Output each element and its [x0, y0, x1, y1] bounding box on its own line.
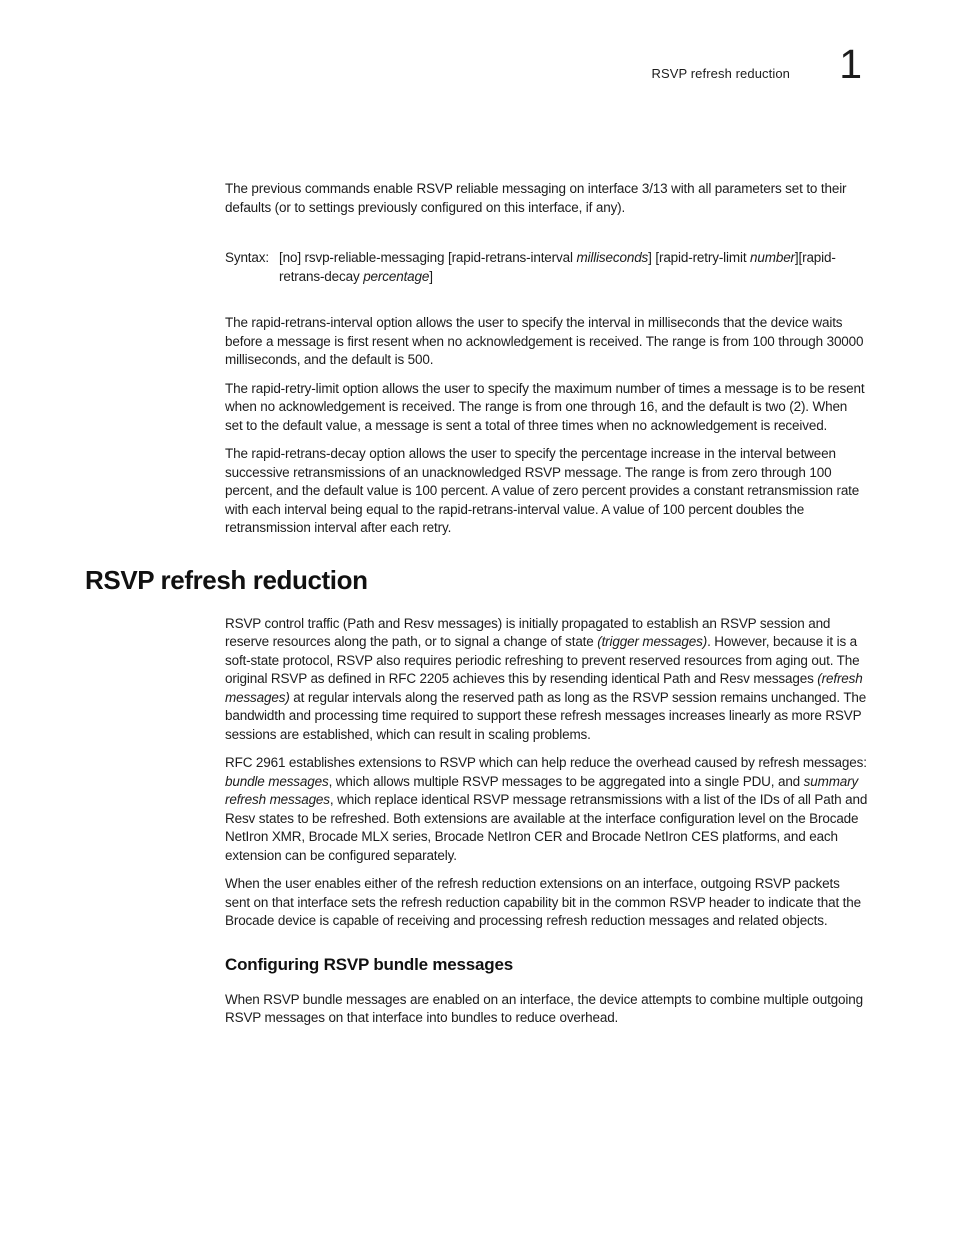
syntax-command: [no] rsvp-reliable-messaging [rapid-retrans-interval milliseconds] [rapid-retry-limit number][rapid-retrans-decay percentage] — [279, 250, 836, 284]
chapter-number: 1 — [839, 41, 862, 87]
subsection-heading: Configuring RSVP bundle messages — [225, 954, 514, 974]
rapid-retry-limit-paragraph: The rapid-retry-limit option allows the user to specify the maximum number of times a message is to be resent when no acknowledgement is received. The range is from one through 16, and the default is two (2). When set to the default value, a message is sent a total of three times when no acknowledgement is received. — [225, 380, 865, 433]
bundle-messages-paragraph: When RSVP bundle messages are enabled on an interface, the device attempts to combine multiple outgoing RSVP messages on that interface into bundles to reduce overhead. — [225, 991, 863, 1025]
rapid-retrans-decay-paragraph: The rapid-retrans-decay option allows the user to specify the percentage increase in the interval between successive retransmissions of an unacknowledged RSVP message. The range is from zero through 100 percent, and the default value is 100 percent. A value of zero percent provides a constant retransmission rate with each interval being equal to the rapid-retrans-interval value. A value of 100 percent doubles the retransmission interval after each retry. — [225, 446, 860, 535]
running-head-title: RSVP refresh reduction — [651, 66, 790, 81]
intro-paragraph: The previous commands enable RSVP reliable messaging on interface 3/13 with all parameters set to their defaults (or to settings previously configured on this interface, if any). — [225, 181, 847, 215]
syntax-statement — [225, 249, 868, 286]
page-content — [85, 0, 875, 1038]
rsvp-control-traffic-paragraph: RSVP control traffic (Path and Resv messages) is initially propagated to establish an RSVP session and reserve resources along the path, or to signal a change of state (trigger messages). However, because it is a soft-state protocol, RSVP also requires periodic refreshing to prevent reserved resources from aging out. The original RSVP as defined in RFC 2205 achieves this by resending identical Path and Resv messages (refresh messages) at regular intervals along the reserved path as long as the RSVP session remains unchanged. The bandwidth and processing time required to support these refresh messages increases linearly as more RSVP sessions are established, which can result in scaling problems. — [225, 615, 867, 742]
syntax-label: Syntax: — [225, 250, 269, 265]
refresh-reduction-capability-paragraph: When the user enables either of the refresh reduction extensions on an interface, outgoing RSVP packets sent on that interface sets the refresh reduction capability bit in the common RSVP header to indicate that the Brocade device is capable of receiving and processing refresh reduction messages and related objects. — [225, 876, 861, 928]
rfc-2961-paragraph: RFC 2961 establishes extensions to RSVP which can help reduce the overhead caused by refresh messages: bundle messages, which allows multiple RSVP messages to be aggregated into a single PDU, and summary refresh messages, which replace identical RSVP message retransmissions with a list of the IDs of all Path and Resv states to be refreshed. Both extensions are available at the interface configuration level on the Brocade NetIron XMR, Brocade MLX series, Brocade NetIron CER and Brocade NetIron CES platforms, and each extension can be configured separately. — [225, 755, 868, 863]
section-heading: RSVP refresh reduction — [85, 564, 368, 595]
rapid-retrans-interval-paragraph: The rapid-retrans-interval option allows the user to specify the interval in milliseconds that the device waits before a message is first resent when no acknowledgement is received. The range is from 100 through 30000 milliseconds, and the default is 500. — [225, 315, 864, 367]
